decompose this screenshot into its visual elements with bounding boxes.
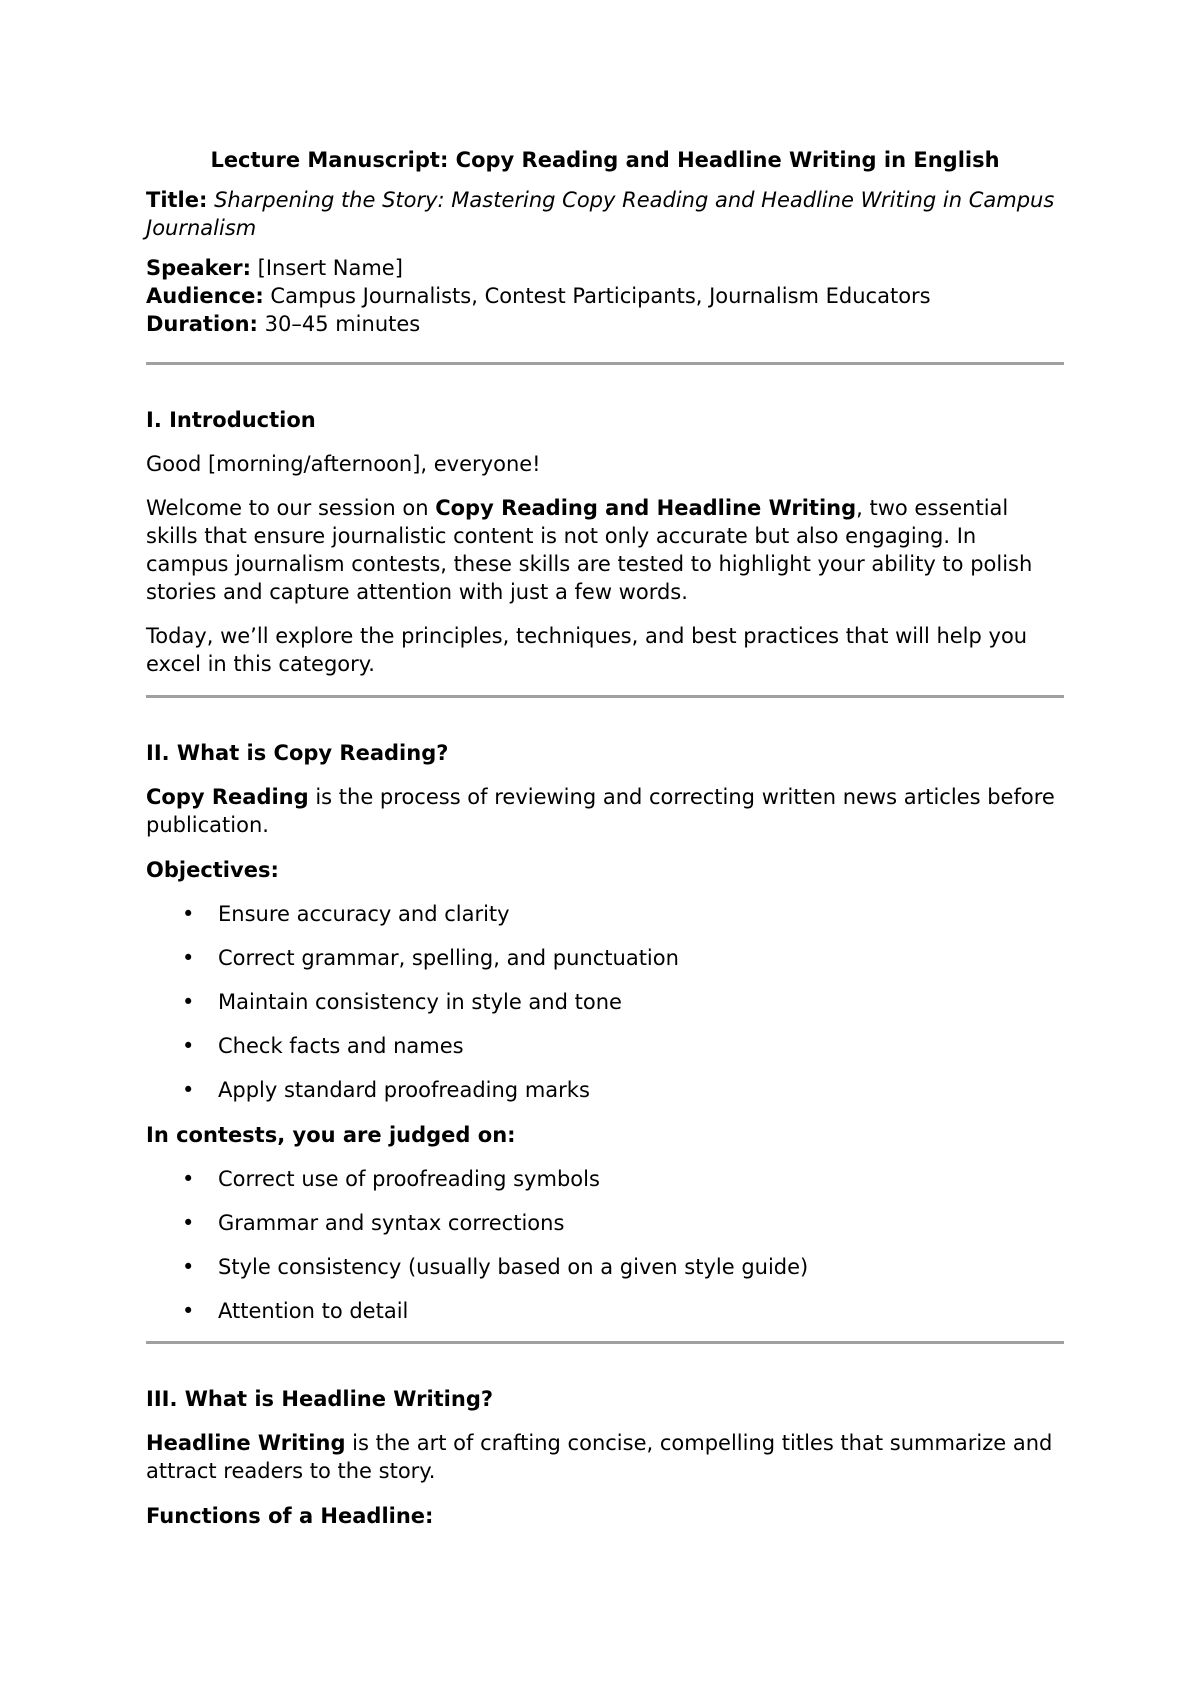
speaker-label: Speaker: (146, 256, 251, 280)
bullet-icon: • (182, 1211, 195, 1235)
title-line (146, 186, 1064, 242)
list-item-text: Maintain consistency in style and tone (218, 990, 622, 1014)
intro-p1-post: , two essential skills that ensure journalistic content is not only accurate but also engaging. In campus journalism contests, these skills are tested to highlight your ability to polish stories and capture attention with just a few words. (146, 496, 1033, 604)
bullet-icon: • (182, 990, 195, 1014)
list-item-text: Apply standard proofreading marks (218, 1078, 590, 1102)
audience-value: Campus Journalists, Contest Participants, Journalism Educators (270, 284, 931, 308)
judged-list (146, 1165, 1064, 1341)
greeting-text: Good [morning/afternoon], everyone! (146, 452, 541, 476)
list-item-text: Ensure accuracy and clarity (218, 902, 510, 926)
objectives-label: Objectives: (146, 858, 279, 882)
bullet-icon: • (182, 1299, 195, 1323)
headline-term: Headline Writing (146, 1431, 346, 1455)
list-item (146, 1165, 1064, 1193)
audience-line (146, 282, 1064, 310)
list-item (146, 1297, 1064, 1325)
list-item-text: Grammar and syntax corrections (218, 1211, 565, 1235)
list-item (146, 1032, 1064, 1060)
duration-value: 30–45 minutes (264, 312, 421, 336)
speaker-value: [Insert Name] (257, 256, 403, 280)
intro-paragraph-2: Today, we’ll explore the principles, techniques, and best practices that will help you excel in this category. (146, 624, 1028, 676)
functions-label: Functions of a Headline: (146, 1504, 434, 1528)
divider (146, 362, 1064, 365)
section-heading-introduction: I. Introduction (146, 408, 316, 432)
list-item (146, 1253, 1064, 1281)
copy-reading-definition (146, 783, 1064, 839)
divider (146, 695, 1064, 698)
divider (146, 1341, 1064, 1344)
speaker-line (146, 254, 1064, 282)
document-title: Lecture Manuscript: Copy Reading and Headline Writing in English (210, 148, 1000, 172)
list-item (146, 900, 1064, 928)
title-label: Title: (146, 188, 208, 212)
section-heading-headline-writing: III. What is Headline Writing? (146, 1387, 494, 1411)
list-item (146, 1209, 1064, 1237)
bullet-icon: • (182, 1167, 195, 1191)
duration-line (146, 310, 1064, 338)
section-heading-copy-reading: II. What is Copy Reading? (146, 741, 449, 765)
bullet-icon: • (182, 946, 195, 970)
bullet-icon: • (182, 1034, 195, 1058)
copy-reading-def-text: is the process of reviewing and correcting written news articles before publication. (146, 785, 1055, 837)
title-value: Sharpening the Story: Mastering Copy Reading and Headline Writing in Campus Journalism (146, 188, 1055, 240)
list-item-text: Correct grammar, spelling, and punctuation (218, 946, 679, 970)
bullet-icon: • (182, 1078, 195, 1102)
list-item-text: Check facts and names (218, 1034, 464, 1058)
headline-definition (146, 1429, 1064, 1485)
intro-p1-pre: Welcome to our session on (146, 496, 436, 520)
intro-p1-bold: Copy Reading and Headline Writing (435, 496, 857, 520)
headline-def-text: is the art of crafting concise, compelling titles that summarize and attract readers to the story. (146, 1431, 1053, 1483)
duration-label: Duration: (146, 312, 258, 336)
bullet-icon: • (182, 902, 195, 926)
bullet-icon: • (182, 1255, 195, 1279)
list-item (146, 1076, 1064, 1104)
judged-label: In contests, you are judged on: (146, 1123, 516, 1147)
audience-label: Audience: (146, 284, 264, 308)
list-item-text: Attention to detail (218, 1299, 409, 1323)
intro-paragraph-1 (146, 494, 1064, 606)
list-item-text: Style consistency (usually based on a given style guide) (218, 1255, 809, 1279)
list-item-text: Correct use of proofreading symbols (218, 1167, 600, 1191)
list-item (146, 944, 1064, 972)
objectives-list (146, 900, 1064, 1120)
copy-reading-term: Copy Reading (146, 785, 309, 809)
list-item (146, 988, 1064, 1016)
